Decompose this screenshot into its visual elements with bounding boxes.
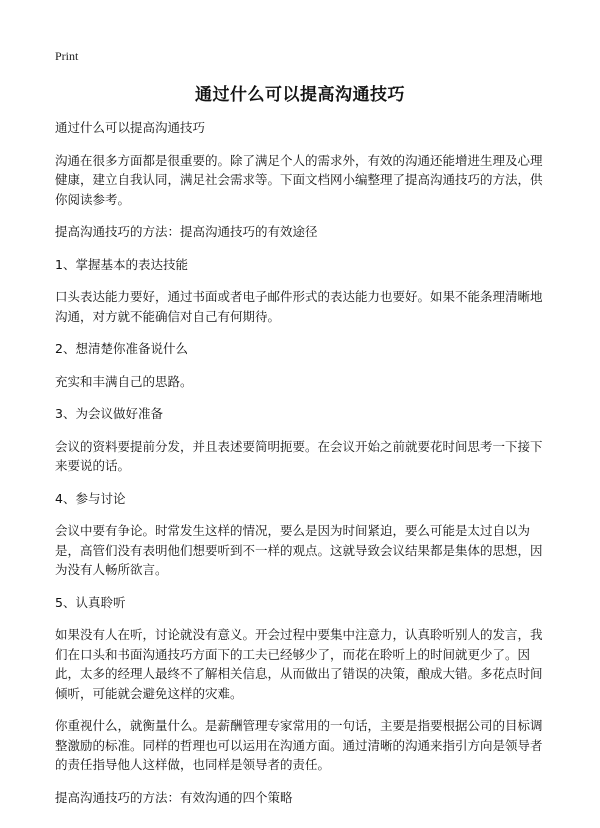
section-heading: 提高沟通技巧的方法：提高沟通技巧的有效途径 bbox=[55, 224, 318, 239]
intro-paragraph: 沟通在很多方面都是很重要的。除了满足个人的需求外，有效的沟通还能增进生理及心理健康，建立自我认同，满足社会需求等。下面文档网小编整理了提高沟通技巧的方法，供你阅读参考。 bbox=[55, 152, 543, 207]
page-title: 通过什么可以提高沟通技巧 bbox=[195, 85, 405, 105]
body-paragraph: 口头表达能力要好，通过书面或者电子邮件形式的表达能力也要好。如果不能条理清晰地沟通，对方就不能确信对自己有何期待。 bbox=[55, 289, 543, 324]
body-paragraph: 充实和丰满自己的思路。 bbox=[55, 373, 193, 389]
item-heading: 5、认真聆听 bbox=[55, 594, 126, 610]
body-paragraph: 如果没有人在听，讨论就没有意义。开会过程中要集中注意力，认真聆听别人的发言，我们在口头和书面沟通技巧方面下的工夫已经够少了，而花在聆听上的时间就更少了。因此，太多的经理人最终不了解相关信息，从而做出了错误的决策，酿成大错。多花点时间倾听，可能就会避免这样的灾难。 bbox=[55, 627, 543, 701]
body-paragraph: 你重视什么，就衡量什么。是薪酬管理专家常用的一句话，主要是指要根据公司的目标调整激励的标准。同样的哲理也可以运用在沟通方面。通过清晰的沟通来指引方向是领导者的责任指导他人这样做，也同样是领导者的责任。 bbox=[55, 718, 543, 772]
print-link[interactable]: Print bbox=[55, 49, 79, 63]
item-heading: 4、参与讨论 bbox=[55, 490, 126, 506]
subtitle-paragraph: 通过什么可以提高沟通技巧 bbox=[55, 120, 206, 135]
body-paragraph: 会议的资料要提前分发，并且表述要简明扼要。在会议开始之前就要花时间思考一下接下来要说的话。 bbox=[55, 438, 543, 473]
article-body bbox=[55, 118, 550, 820]
item-heading: 2、想清楚你准备说什么 bbox=[55, 341, 188, 356]
item-heading: 1、掌握基本的表达技能 bbox=[55, 256, 188, 272]
section-heading: 提高沟通技巧的方法：有效沟通的四个策略 bbox=[55, 789, 293, 805]
item-heading: 3、为会议做好准备 bbox=[55, 406, 163, 421]
body-paragraph: 会议中要有争论。时常发生这样的情况，要么是因为时间紧迫，要么可能是太过自以为是，高管们没有表明他们想要听到不一样的观点。这就导致会议结果都是集体的思想，因为没有人畅所欲言。 bbox=[55, 523, 543, 577]
